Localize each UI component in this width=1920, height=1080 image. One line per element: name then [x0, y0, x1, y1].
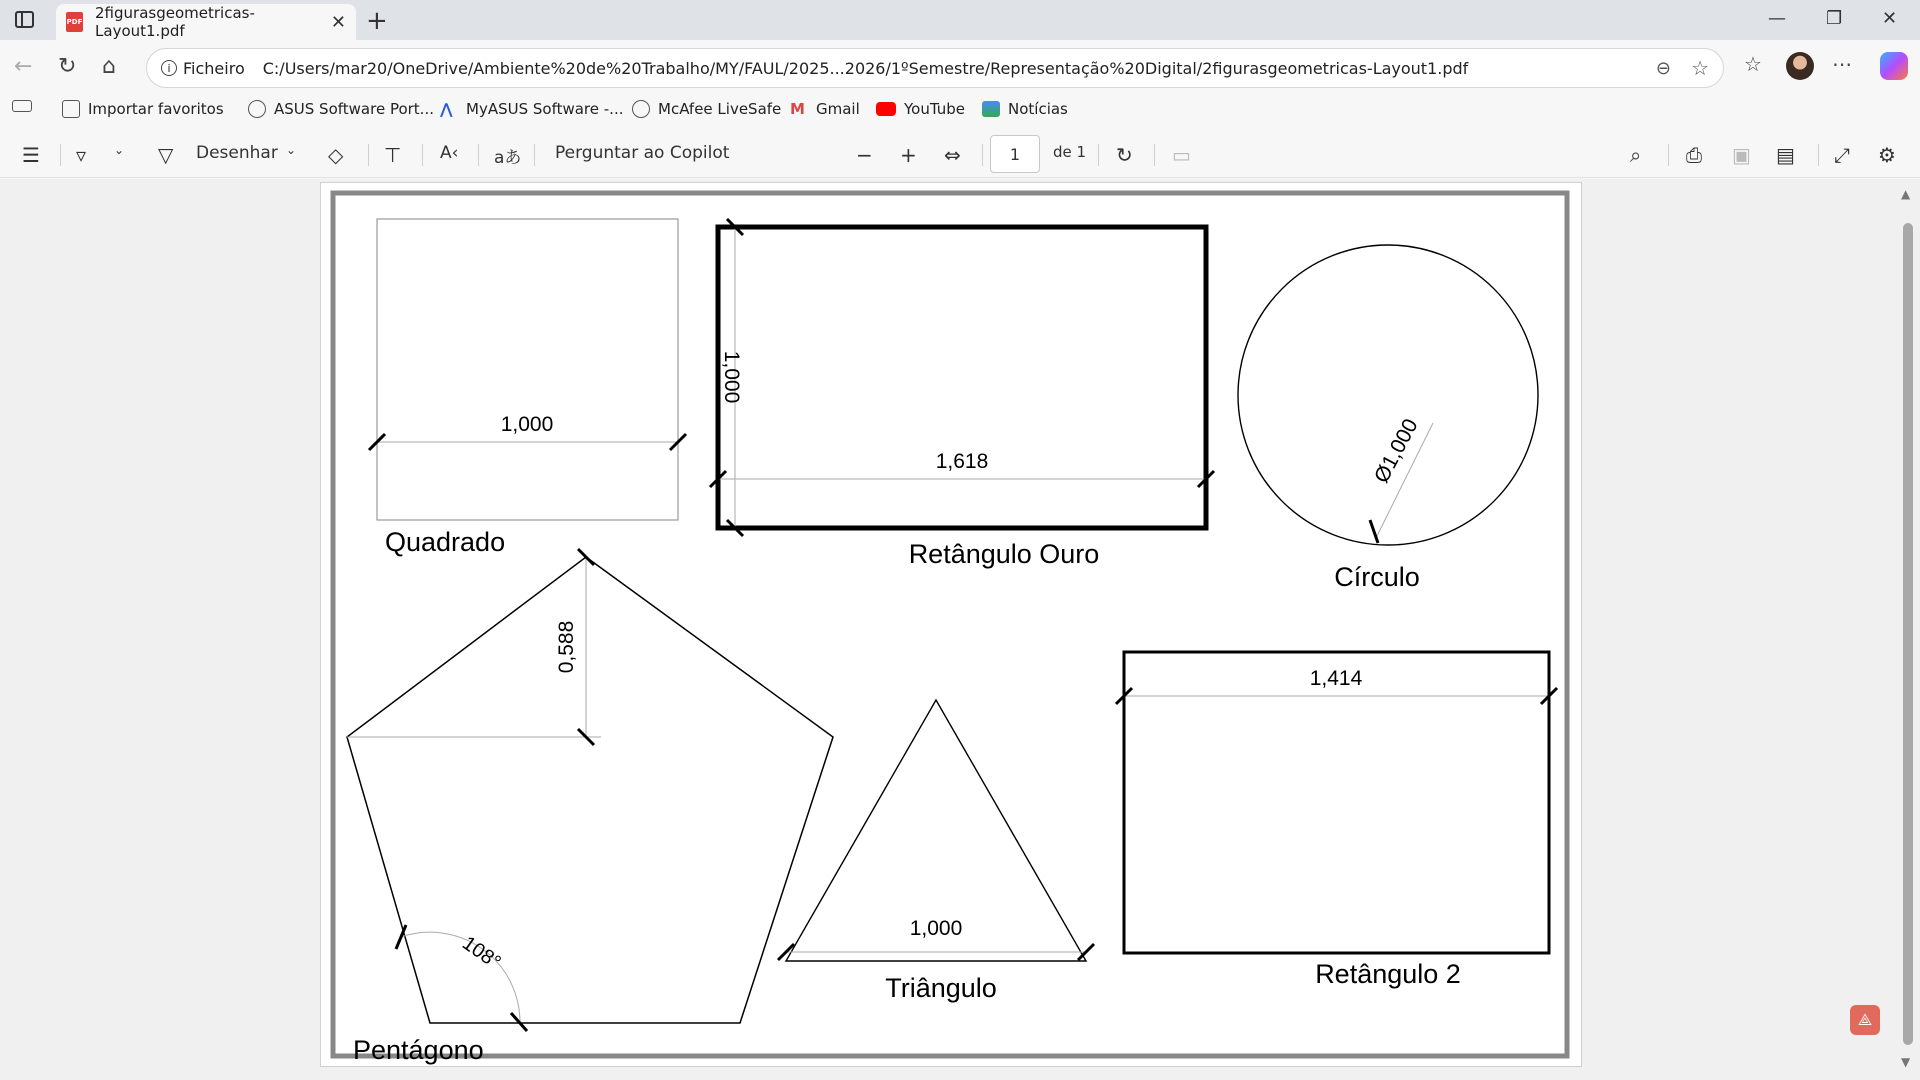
circle-dim-text: Ø1,000	[1369, 415, 1423, 487]
save-as-icon[interactable]: ▤	[1776, 143, 1795, 167]
minimize-icon[interactable]: —	[1768, 8, 1786, 29]
text-box-icon[interactable]: ⊤	[384, 143, 402, 167]
rectangle-2-shape	[1124, 652, 1549, 953]
translate-icon[interactable]: aあ	[494, 148, 522, 168]
tab-actions-icon[interactable]	[15, 11, 34, 28]
myasus-icon: ⋀	[440, 100, 453, 118]
title-bar	[0, 0, 1920, 40]
info-icon[interactable]: i	[161, 60, 177, 76]
fullscreen-icon[interactable]: ⤢	[1834, 143, 1850, 167]
fav-myasus[interactable]: ⋀ MyASUS Software -...	[440, 100, 624, 118]
triangle-label: Triângulo	[885, 973, 997, 1003]
draw-icon[interactable]: ▽	[158, 143, 174, 167]
copilot-icon[interactable]	[1880, 52, 1908, 80]
new-tab-icon[interactable]: +	[366, 6, 388, 36]
save-icon[interactable]: ▣	[1732, 143, 1751, 167]
rect2-label: Retângulo 2	[1315, 959, 1461, 989]
vertical-scrollbar[interactable]	[1898, 179, 1916, 1080]
home-icon[interactable]: ⌂	[102, 54, 116, 79]
circle-label: Círculo	[1334, 562, 1420, 592]
read-aloud-icon[interactable]: A‹	[440, 143, 459, 163]
import-icon	[62, 100, 80, 118]
pentagon-angle-tick-right	[511, 1013, 527, 1031]
rotate-icon[interactable]: ↻	[1116, 143, 1133, 167]
favorites-bar	[0, 96, 1920, 124]
globe-icon	[248, 100, 266, 118]
eraser-icon[interactable]: ◇	[328, 143, 344, 167]
search-icon[interactable]: ⌕	[1630, 143, 1642, 167]
ask-copilot-button[interactable]: Perguntar ao Copilot	[555, 143, 730, 163]
golden-rectangle-shape	[718, 227, 1206, 528]
acrobat-icon[interactable]: ⟁	[1850, 1005, 1880, 1035]
highlight-icon[interactable]: ▿	[76, 143, 87, 167]
zoom-out-icon[interactable]: −	[856, 143, 873, 167]
page-count: de 1	[1053, 143, 1087, 161]
address-bar[interactable]	[146, 48, 1724, 88]
globe-icon	[632, 100, 650, 118]
tab-close-icon[interactable]: ✕	[330, 11, 346, 33]
circle-dim-tick	[1370, 520, 1378, 543]
url-text: C:/Users/mar20/OneDrive/Ambiente%20de%20Trabalho/MY/FAUL/2025...2026/1ºSemestre/Representação%20Digital/2figurasgeometricas-Layout1.pdf	[262, 58, 1469, 78]
refresh-icon[interactable]: ↻	[58, 54, 77, 79]
protocol-label: Ficheiro	[183, 58, 245, 78]
tab-pdf[interactable]	[56, 4, 356, 40]
navigation-bar	[0, 40, 1920, 96]
settings-gear-icon[interactable]: ⚙	[1878, 143, 1896, 167]
drawing-canvas	[321, 183, 1583, 1068]
scroll-down-icon[interactable]: ▼	[1901, 1055, 1911, 1069]
profile-avatar[interactable]	[1786, 52, 1814, 80]
page-view-icon[interactable]: ▭	[1172, 143, 1191, 167]
fav-asus[interactable]: ASUS Software Port...	[248, 100, 434, 118]
pentagon-angle-text: 108°	[458, 932, 505, 974]
square-label: Quadrado	[385, 527, 506, 557]
pentagon-height-dim-text: 0,588	[555, 620, 578, 674]
print-icon[interactable]: ⎙	[1686, 143, 1702, 167]
pdf-icon: PDF	[66, 12, 83, 32]
more-icon[interactable]: ⋯	[1832, 52, 1852, 76]
reading-view-icon[interactable]	[12, 100, 40, 112]
triangle-dim-text: 1,000	[909, 917, 963, 940]
fit-width-icon[interactable]: ⇔	[944, 143, 961, 167]
circle-shape	[1238, 245, 1538, 545]
fav-youtube[interactable]: YouTube	[876, 100, 965, 118]
zoom-icon[interactable]: ⊖	[1655, 57, 1671, 79]
golden-rect-height-dim-text: 1,000	[720, 350, 743, 404]
square-dim-text: 1,000	[500, 413, 554, 436]
page-number-input[interactable]: 1	[990, 135, 1040, 173]
rect2-dim-text: 1,414	[1309, 667, 1363, 690]
scroll-up-icon[interactable]: ▲	[1901, 187, 1911, 201]
fav-news[interactable]: Notícias	[982, 100, 1068, 118]
draw-button[interactable]: Desenhar	[196, 143, 278, 163]
scrollbar-thumb[interactable]	[1903, 223, 1913, 1045]
close-window-icon[interactable]: ✕	[1882, 8, 1898, 29]
youtube-icon	[876, 102, 896, 116]
pdf-toolbar	[0, 132, 1920, 178]
favorite-star-icon[interactable]: ☆	[1691, 56, 1709, 80]
gmail-icon: M	[790, 100, 805, 118]
pentagon-shape	[347, 557, 833, 1023]
fav-mcafee[interactable]: McAfee LiveSafe	[632, 100, 781, 118]
pdf-viewer	[0, 179, 1920, 1080]
draw-dropdown-icon[interactable]: ⌄	[286, 143, 297, 157]
tab-title: 2figurasgeometricas-Layout1.pdf	[95, 4, 255, 40]
zoom-in-icon[interactable]: +	[900, 143, 917, 167]
fav-import[interactable]: Importar favoritos	[62, 100, 224, 118]
golden-rect-width-dim-text: 1,618	[935, 450, 989, 473]
golden-rect-label: Retângulo Ouro	[908, 539, 1100, 569]
pentagon-label: Pentágono	[353, 1035, 484, 1065]
favorites-icon[interactable]: ☆	[1744, 52, 1762, 76]
fav-gmail[interactable]: M Gmail	[790, 100, 860, 118]
news-icon	[982, 101, 1000, 117]
restore-icon[interactable]: ❐	[1826, 8, 1843, 29]
pdf-page	[320, 182, 1582, 1067]
back-icon[interactable]: ←	[14, 54, 33, 79]
square-shape	[377, 219, 678, 520]
highlight-dropdown-icon[interactable]: ⌄	[114, 143, 125, 157]
contents-list-icon[interactable]: ☰	[22, 143, 40, 167]
